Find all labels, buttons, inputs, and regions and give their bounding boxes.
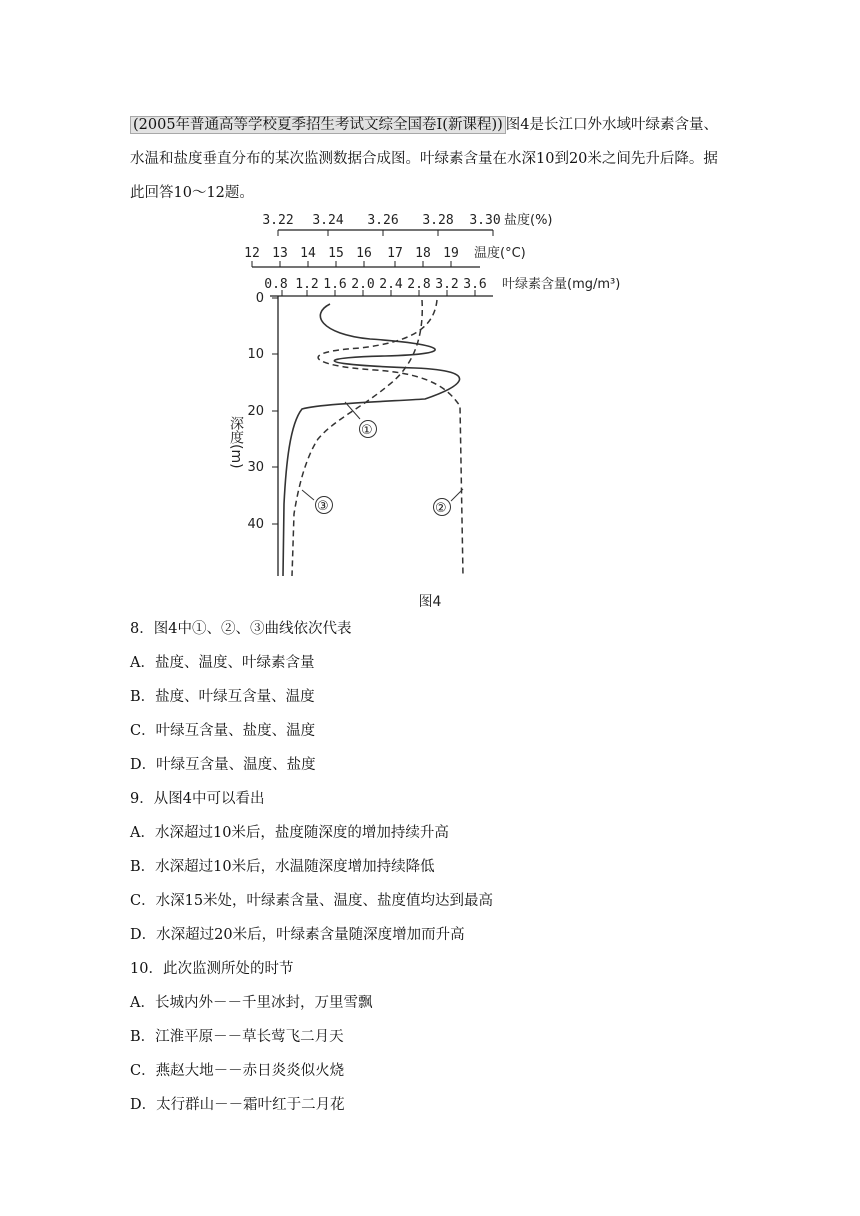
curve-1-label: ① <box>361 423 373 438</box>
question-stem: 8．图4中①、②、③曲线依次代表 <box>130 621 352 637</box>
answer-option: D．水深超过20米后，叶绿素含量随深度增加而升高 <box>130 927 465 943</box>
temp-tick: 15 <box>328 246 344 261</box>
chl-tick: 2.0 <box>351 277 375 292</box>
curve-2-label: ② <box>435 501 447 516</box>
temp-tick: 13 <box>272 246 288 261</box>
temp-tick: 17 <box>387 246 403 261</box>
salinity-tick: 3.26 <box>367 213 399 228</box>
answer-option: B．江淮平原－－草长莺飞二月天 <box>130 1029 344 1045</box>
depth-profile-chart <box>210 204 650 614</box>
chl-tick: 1.2 <box>295 277 319 292</box>
temp-axis-label: 温度(°C) <box>474 246 526 261</box>
answer-option: C．燕赵大地－－赤日炎炎似火烧 <box>130 1063 345 1079</box>
depth-axis-label: 深度(m) <box>228 416 244 469</box>
question-stem: 9．从图4中可以看出 <box>130 791 265 807</box>
intro-text: 图4是长江口外水域叶绿素含量、水温和盐度垂直分布的某次监测数据合成图。叶绿素含量在水深10到20米之间先升后降。据此回答10～12题。 <box>130 117 718 201</box>
salinity-tick: 3.24 <box>312 213 344 228</box>
chl-tick: 0.8 <box>264 277 288 292</box>
answer-option: B．盐度、叶绿互含量、温度 <box>130 689 315 705</box>
chl-tick: 2.4 <box>379 277 403 292</box>
question-stem: 10．此次监测所处的时节 <box>130 961 294 977</box>
answer-option: A．长城内外－－千里冰封，万里雪飘 <box>130 995 373 1011</box>
answer-option: C．水深15米处，叶绿素含量、温度、盐度值均达到最高 <box>130 893 494 909</box>
answer-option: D．太行群山－－霜叶红于二月花 <box>130 1097 345 1113</box>
salinity-tick: 3.28 <box>422 213 454 228</box>
depth-tick: 20 <box>247 404 264 419</box>
chl-tick: 3.2 <box>435 277 459 292</box>
temp-tick: 14 <box>300 246 316 261</box>
chl-tick: 1.6 <box>323 277 347 292</box>
salinity-axis-label: 盐度(%) <box>504 213 553 228</box>
depth-tick: 10 <box>247 347 264 362</box>
chl-tick: 2.8 <box>407 277 431 292</box>
salinity-tick: 3.22 <box>262 213 294 228</box>
temp-tick: 12 <box>244 246 260 261</box>
temp-tick: 18 <box>415 246 431 261</box>
temp-tick: 19 <box>443 246 459 261</box>
depth-tick: 40 <box>247 517 264 532</box>
figure-4 <box>210 204 650 614</box>
answer-option: A．盐度、温度、叶绿素含量 <box>130 655 315 671</box>
depth-tick: 30 <box>247 460 264 475</box>
source-citation: (2005年普通高等学校夏季招生考试文综全国卷Ⅰ(新课程)) <box>130 116 506 134</box>
temp-tick: 16 <box>356 246 372 261</box>
chl-tick: 3.6 <box>463 277 487 292</box>
answer-option: A．水深超过10米后，盐度随深度的增加持续升高 <box>130 825 449 841</box>
question-list <box>130 612 750 1122</box>
answer-option: B．水深超过10米后，水温随深度增加持续降低 <box>130 859 435 875</box>
figure-caption: 图4 <box>418 594 442 610</box>
answer-option: C．叶绿互含量、盐度、温度 <box>130 723 316 739</box>
answer-option: D．叶绿互含量、温度、盐度 <box>130 757 316 773</box>
chl-axis-label: 叶绿素含量(mg/m³) <box>502 277 621 292</box>
curve-1 <box>283 304 460 576</box>
depth-tick: 0 <box>255 291 264 306</box>
curve-2 <box>318 300 463 576</box>
salinity-tick: 3.30 <box>469 213 501 228</box>
intro-paragraph <box>130 108 730 210</box>
curve-3-label: ③ <box>317 499 329 514</box>
